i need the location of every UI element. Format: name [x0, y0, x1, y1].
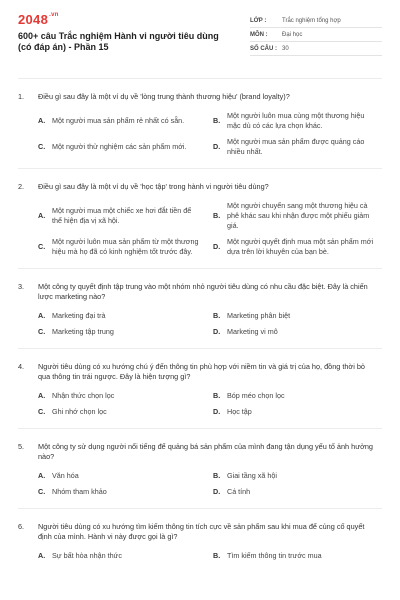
brand-block	[18, 12, 223, 72]
option-d[interactable]	[213, 137, 382, 157]
meta-label: SỐ CÂU :	[250, 45, 277, 52]
option-c[interactable]	[38, 237, 207, 257]
option-a[interactable]	[38, 551, 207, 561]
meta-row-subject	[250, 28, 382, 42]
option-letter: A.	[38, 471, 46, 480]
option-letter: B.	[213, 311, 221, 320]
option-text: Học tập	[227, 407, 252, 416]
option-letter: A.	[38, 551, 46, 560]
option-text: Một người mua sản phẩm được quảng cáo nhiều nhất.	[227, 137, 365, 156]
meta-value: Đại học	[282, 31, 303, 38]
option-text: Bóp méo chọn lọc	[227, 391, 285, 400]
site-logo[interactable]	[18, 12, 223, 27]
option-text: Marketing phân biệt	[227, 311, 291, 320]
question-divider	[18, 508, 382, 509]
option-d[interactable]	[213, 327, 382, 337]
option-letter: A.	[38, 311, 46, 320]
option-letter: D.	[213, 242, 221, 251]
option-text: Ghi nhớ chọn lọc	[52, 407, 107, 416]
option-text: Một người chuyển sang một thương hiệu cà phê khác sau khi nhận được một phiếu giảm giá.	[227, 201, 370, 230]
option-b[interactable]	[213, 471, 382, 481]
question-text: Một công ty sử dụng người nổi tiếng để quảng bá sản phẩm của mình đang tận dụng yếu tố ảnh hưởng nào?	[38, 442, 373, 461]
option-letter: D.	[213, 407, 221, 416]
option-letter: C.	[38, 142, 46, 151]
question-number: 2.	[18, 182, 25, 191]
option-d[interactable]	[213, 487, 382, 497]
question-number: 1.	[18, 92, 25, 101]
option-a[interactable]	[38, 311, 207, 321]
option-text: Marketing tập trung	[52, 327, 114, 336]
option-letter: C.	[38, 487, 46, 496]
option-letter: B.	[213, 116, 221, 125]
option-letter: D.	[213, 327, 221, 336]
option-text: Một người mua sản phẩm rẻ nhất có sẵn.	[52, 116, 185, 125]
option-letter: B.	[213, 551, 221, 560]
option-letter: D.	[213, 142, 221, 151]
question-divider	[18, 348, 382, 349]
meta-label: MÔN :	[250, 31, 268, 38]
meta-row-count	[250, 42, 382, 56]
option-c[interactable]	[38, 327, 207, 337]
option-a[interactable]	[38, 201, 207, 231]
question-4	[18, 362, 382, 429]
question-6	[18, 522, 382, 561]
meta-row-class	[250, 14, 382, 28]
option-letter: B.	[213, 471, 221, 480]
option-b[interactable]	[213, 551, 382, 561]
options-grid	[18, 391, 382, 417]
question-divider	[18, 428, 382, 429]
option-letter: C.	[38, 407, 46, 416]
question-number: 4.	[18, 362, 25, 371]
option-c[interactable]	[38, 407, 207, 417]
question-number: 3.	[18, 282, 25, 291]
question-number: 6.	[18, 522, 25, 531]
options-grid	[18, 471, 382, 497]
question-text: Người tiêu dùng có xu hướng tìm kiếm thông tin tích cực về sản phẩm sau khi mua để củng cố quyết định của mình. Hành vi này được gọi là gì?	[38, 522, 365, 541]
option-letter: A.	[38, 211, 46, 220]
options-grid	[18, 551, 382, 561]
question-text: Người tiêu dùng có xu hướng chú ý đến thông tin phù hợp với niềm tin và giá trị của họ, đồng thời bỏ qua thông tin trái ngược. Đây là hiện tượng gì?	[38, 362, 365, 381]
option-c[interactable]	[38, 137, 207, 157]
option-text: Marketing đại trà	[52, 311, 106, 320]
question-2	[18, 182, 382, 269]
option-text: Giai tầng xã hội	[227, 471, 277, 480]
option-letter: D.	[213, 487, 221, 496]
options-grid	[18, 311, 382, 337]
option-text: Một người luôn mua sản phẩm từ một thương hiệu mà họ đã có kinh nghiệm tốt trước đây.	[52, 237, 199, 256]
question-5	[18, 442, 382, 509]
option-letter: B.	[213, 211, 221, 220]
question-1	[18, 92, 382, 169]
option-letter: C.	[38, 327, 46, 336]
option-text: Nhận thức chọn lọc	[52, 391, 115, 400]
question-3	[18, 282, 382, 349]
options-grid	[18, 201, 382, 257]
option-letter: A.	[38, 391, 46, 400]
option-c[interactable]	[38, 487, 207, 497]
option-letter: B.	[213, 391, 221, 400]
option-a[interactable]	[38, 471, 207, 481]
option-text: Tìm kiếm thông tin trước mua	[227, 551, 322, 560]
logo-text: 2048	[18, 12, 49, 27]
meta-value: Trắc nghiệm tổng hợp	[282, 17, 341, 24]
option-text: Một người luôn mua cùng một thương hiệu mặc dù có các lựa chọn khác.	[227, 111, 365, 130]
option-text: Marketing vi mô	[227, 327, 278, 336]
option-text: Một người quyết định mua một sản phẩm mới dựa trên lời khuyên của bạn bè.	[227, 237, 374, 256]
page-title: 600+ câu Trắc nghiệm Hành vi người tiêu dùng (có đáp án) - Phần 15	[18, 31, 219, 52]
option-b[interactable]	[213, 111, 382, 131]
option-letter: A.	[38, 116, 46, 125]
question-number: 5.	[18, 442, 25, 451]
question-divider	[18, 168, 382, 169]
header	[18, 12, 382, 72]
option-d[interactable]	[213, 237, 382, 257]
option-b[interactable]	[213, 391, 382, 401]
option-d[interactable]	[213, 407, 382, 417]
question-text: Điều gì sau đây là một ví dụ về 'học tập' trong hành vi người tiêu dùng?	[38, 182, 269, 191]
option-text: Nhóm tham khảo	[52, 487, 107, 496]
option-text: Sự bất hòa nhận thức	[52, 551, 122, 560]
meta-label: LỚP :	[250, 17, 267, 24]
option-text: Văn hóa	[52, 471, 79, 480]
option-a[interactable]	[38, 391, 207, 401]
option-b[interactable]	[213, 311, 382, 321]
options-grid	[18, 111, 382, 157]
question-divider	[18, 268, 382, 269]
logo-suffix: .vn	[49, 12, 59, 18]
option-letter: C.	[38, 242, 46, 251]
option-text: Một người mua một chiếc xe hơi đắt tiền để thể hiện địa vị xã hội.	[52, 206, 192, 225]
option-b[interactable]	[213, 201, 382, 231]
option-a[interactable]	[38, 111, 207, 131]
option-text: Cá tính	[227, 487, 251, 496]
question-text: Điều gì sau đây là một ví dụ về 'lòng trung thành thương hiệu' (brand loyalty)?	[38, 92, 290, 101]
question-text: Một công ty quyết định tập trung vào một nhóm nhỏ người tiêu dùng có nhu cầu đặc biệt. Đây là chiến lược marketing nào?	[38, 282, 368, 301]
option-text: Một người thử nghiệm các sản phẩm mới.	[52, 142, 187, 151]
meta-info	[250, 14, 382, 72]
meta-value: 30	[282, 45, 289, 52]
header-divider	[18, 78, 382, 79]
